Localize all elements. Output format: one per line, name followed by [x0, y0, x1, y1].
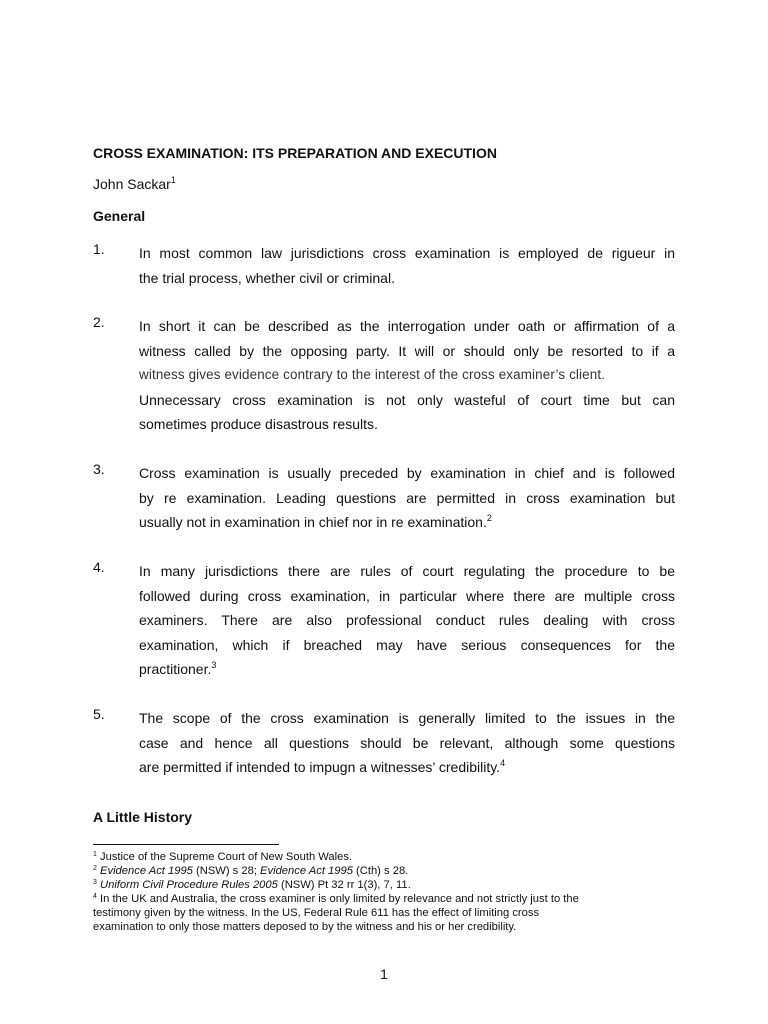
footnote-number: 4: [93, 893, 97, 900]
paragraph-number: 3.: [93, 461, 105, 477]
text-line-content: are permitted if intended to impugn a witnesses’ credibility.: [139, 759, 501, 776]
paragraph-3: [93, 461, 675, 535]
text-line: Unnecessary cross examination is not only wasteful of court time but can: [139, 391, 675, 408]
text-line: sometimes produce disastrous results.: [139, 416, 378, 433]
paragraph-5: [93, 706, 675, 780]
footnote-text: In the UK and Australia, the cross examiner is only limited by relevance and not strictly just to the: [96, 893, 579, 905]
paragraph-4: [93, 559, 675, 682]
footnote-1: [93, 850, 683, 864]
page-number: 1: [380, 966, 388, 982]
footnote-text: (NSW) Pt 32 rr 1(3), 7, 11.: [277, 879, 411, 891]
paragraph-text: [139, 314, 675, 437]
footnote-ref-3[interactable]: 3: [211, 660, 217, 671]
text-line: The scope of the cross examination is generally limited to the issues in the: [139, 710, 675, 726]
statute-title: Evidence Act 1995: [260, 865, 353, 877]
footnote-2: [93, 864, 683, 878]
text-line: In short it can be described as the interrogation under oath or affirmation of a: [139, 318, 675, 334]
footnote-4: [93, 892, 683, 906]
text-line: [139, 755, 675, 780]
statute-title: Evidence Act 1995: [100, 865, 193, 877]
footnote-text: (Cth) s 28.: [352, 865, 409, 877]
footnote-ref-2[interactable]: 2: [486, 513, 492, 524]
text-line: Cross examination is usually preceded by examination in chief and is followed: [139, 465, 675, 481]
paragraph-1: [93, 241, 675, 290]
paragraph-number: 4.: [93, 559, 105, 575]
footnotes: [93, 850, 683, 934]
text-line: followed during cross examination, in particular where there are multiple cross: [139, 587, 675, 604]
footnote-divider: [93, 844, 279, 845]
text-line: witness gives evidence contrary to the interest of the cross examiner’s client.: [139, 367, 606, 383]
text-line-content: usually not in examination in chief nor in re examination.: [139, 514, 487, 531]
section-heading-history: A Little History: [93, 809, 193, 825]
footnote-text: (NSW) s 28;: [192, 865, 261, 877]
paragraph-number: 2.: [93, 314, 105, 330]
text-line: [139, 657, 675, 682]
paragraph-2: [93, 314, 675, 437]
paragraph-text: [139, 559, 675, 682]
document-title: CROSS EXAMINATION: ITS PREPARATION AND EXECUTION: [93, 145, 497, 161]
footnote-number: 3: [93, 879, 97, 886]
text-line: witness called by the opposing party. It will or should only be resorted to if a: [139, 342, 675, 359]
section-heading-general: General: [93, 208, 146, 224]
footnote-4-continued: examination to only those matters deposed to by the witness and his or her credibility.: [93, 921, 517, 933]
paragraph-text: [139, 706, 675, 780]
text-line: [139, 510, 675, 535]
text-line: by re examination. Leading questions are permitted in cross examination but: [139, 489, 675, 506]
footnote-4-continued: testimony given by the witness. In the US, Federal Rule 611 has the effect of limiting cross: [93, 907, 540, 919]
paragraph-text: [139, 461, 675, 535]
footnote-number: 2: [93, 865, 97, 872]
paragraph-number: 1.: [93, 241, 105, 257]
paragraph-number: 5.: [93, 706, 105, 722]
text-line-content: practitioner.: [139, 661, 212, 678]
footnote-ref-1[interactable]: 1: [170, 175, 176, 185]
footnote-number: 1: [93, 851, 97, 858]
text-line: examination, which if breached may have serious consequences for the: [139, 636, 675, 653]
author-line: [93, 176, 176, 192]
text-line: the trial process, whether civil or criminal.: [139, 269, 395, 286]
statute-title: Uniform Civil Procedure Rules 2005: [100, 879, 278, 891]
text-line: case and hence all questions should be relevant, although some questions: [139, 734, 675, 751]
footnote-3: [93, 878, 683, 892]
paragraph-text: [139, 241, 675, 290]
footnote-ref-4[interactable]: 4: [500, 758, 506, 769]
author-name: John Sackar: [93, 176, 171, 192]
text-line: In many jurisdictions there are rules of court regulating the procedure to be: [139, 563, 675, 579]
text-line: In most common law jurisdictions cross examination is employed de rigueur in: [139, 245, 675, 261]
footnote-text: Justice of the Supreme Court of New South Wales.: [96, 851, 353, 863]
text-line: examiners. There are also professional conduct rules dealing with cross: [139, 612, 675, 629]
